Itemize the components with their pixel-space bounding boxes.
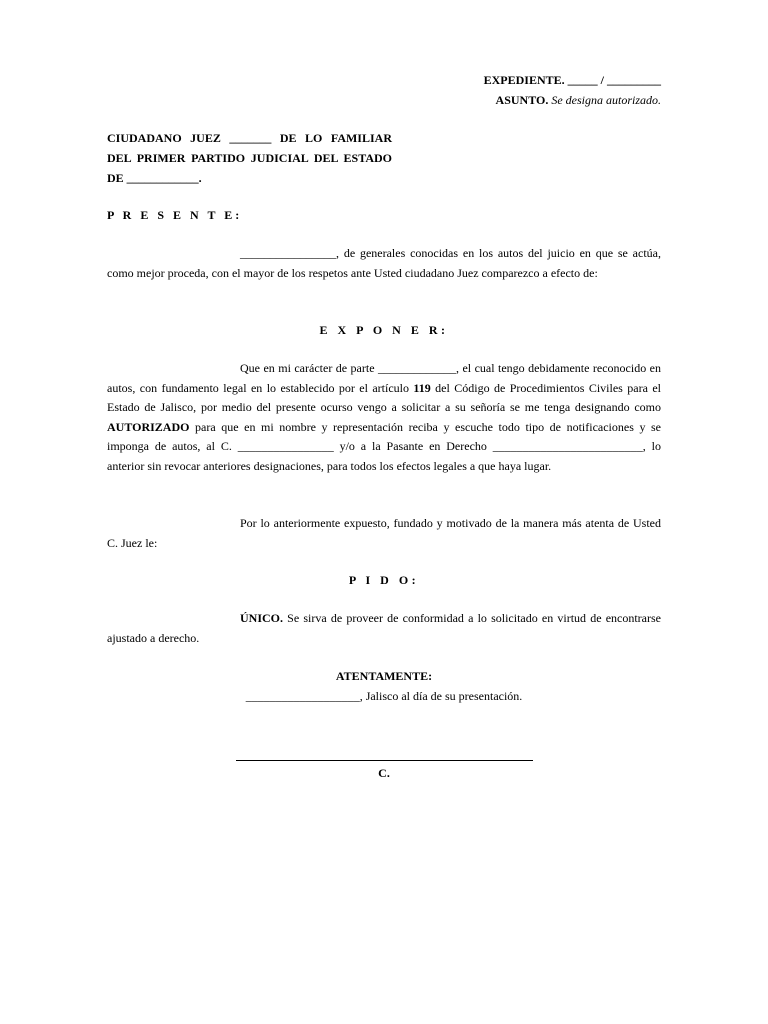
asunto-value: Se designa autorizado. xyxy=(551,93,661,107)
closing-paragraph: Por lo anteriormente expuesto, fundado y motivado de la manera más atenta de Usted C. Juez le: xyxy=(107,516,661,550)
unico-paragraph xyxy=(107,609,661,648)
asunto-line xyxy=(484,90,661,110)
case-header xyxy=(484,70,661,110)
unico-text: Se sirva de proveer de conformidad a lo solicitado en virtud de encontrarse ajustado a derecho. xyxy=(107,611,661,645)
exponer-text-2: del Código de Procedimientos Civiles para el Estado de Jalisco, por medio del presente ocurso vengo a solicitar a su señoría se me tenga designando como xyxy=(107,380,661,414)
signature-line xyxy=(236,760,533,761)
exponer-heading: E X P O N E R: xyxy=(319,323,449,337)
intro-blank: ________________ xyxy=(240,246,336,260)
expediente-line xyxy=(484,70,661,90)
intro-text: , de generales conocidas en los autos del juicio en que se actúa, como mejor proceda, con el mayor de los respetos ante Usted ciudadano Juez comparezco a efecto de: xyxy=(107,246,661,280)
unico-label: ÚNICO. xyxy=(240,611,284,625)
pido-heading: P I D O: xyxy=(348,573,420,587)
exponer-paragraph xyxy=(107,359,661,476)
addressee-block: CIUDADANO JUEZ _______ DE LO FAMILIAR DEL PRIMER PARTIDO JUDICIAL DEL ESTADO DE ____________. xyxy=(107,131,392,185)
exponer-text-1: Que en mi carácter de parte _____________, el cual tengo debidamente reconocido en autos, con fundamento legal en lo establecido por el artículo xyxy=(107,361,661,395)
signature-name: C. xyxy=(378,766,390,780)
asunto-label: ASUNTO. xyxy=(495,93,549,107)
autorizado-word: AUTORIZADO xyxy=(107,419,190,434)
expediente-label: EXPEDIENTE. xyxy=(483,73,565,87)
article-number: 119 xyxy=(413,380,431,395)
atentamente-heading: ATENTAMENTE: xyxy=(335,669,433,683)
presente-heading: P R E S E N T E: xyxy=(107,208,243,222)
expediente-value: _____ / _________ xyxy=(567,73,661,87)
intro-paragraph xyxy=(107,244,661,283)
exponer-text-3: para que en mi nombre y representación reciba y escuche todo tipo de notificaciones y se imponga de autos, al C. ________________ y/o a la Pasante en Derecho _________________________, lo anterior sin revocar anteriores designaciones, para todos los efectos legales a que haya lugar. xyxy=(107,419,661,473)
place-date-line: ___________________, Jalisco al día de su presentación. xyxy=(245,689,523,703)
